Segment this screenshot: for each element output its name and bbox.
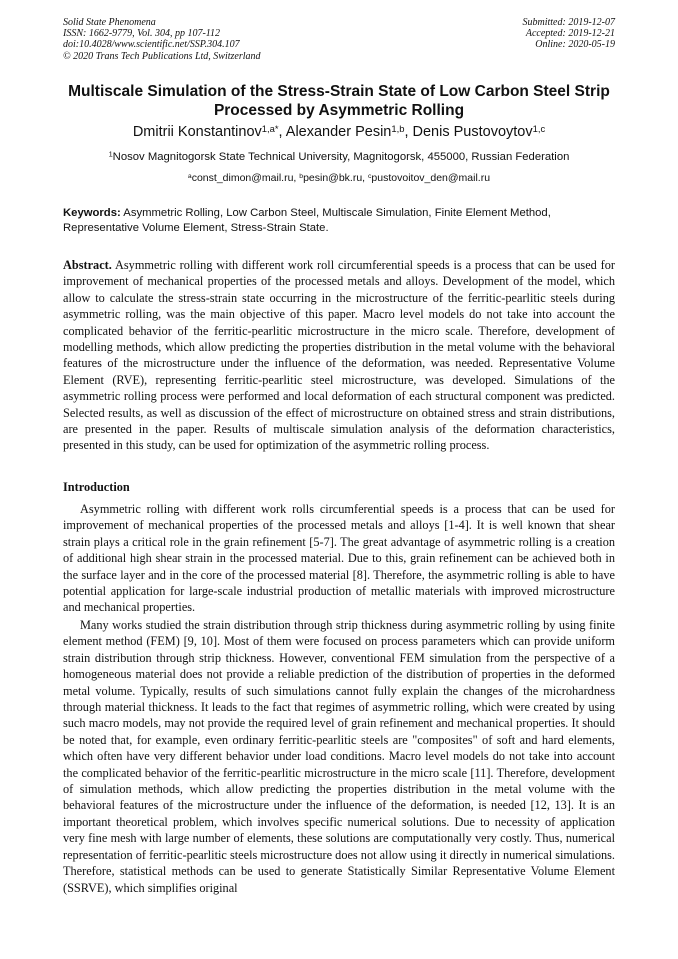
affiliation-mark: 1 (108, 149, 113, 159)
keywords-label: Keywords: (63, 207, 121, 219)
submitted-date: Submitted: 2019-12-07 (522, 17, 615, 28)
author-name: Dmitrii Konstantinov (132, 124, 262, 140)
copyright-line: © 2020 Trans Tech Publications Ltd, Switzerland (63, 50, 261, 62)
accepted-date: Accepted: 2019-12-21 (525, 28, 615, 40)
email-mark: b (299, 172, 304, 180)
section-heading-introduction: Introduction (63, 480, 130, 494)
paper-title: Multiscale Simulation of the Stress-Strain State of Low Carbon Steel Strip Processed by Asymmetric Rolling (68, 83, 610, 119)
paragraph: Many works studied the strain distribution through strip thickness during asymmetric rolling by using finite element method (FEM) [9, 10]. Most of them were focused on process parameters which can provide uniform strain distribution through strip thickness. However, conventional FEM simulation from the perspective of a homogeneous material does not provide a reliable prediction of the distribution of properties in the deformed metal volume. Typically, results of such simulations cannot fully explain the changes of the microhardness through material thickness. It leads to the fact that regimes of asymmetric rolling, which were created by using such macro models, may not provide the required level of grain refinement and mechanical properties. It should be noted that, for example, even ordinary ferritic-pearlitic steels are "composites" of soft and hard elements, which often have very different behavior under load conditions. Macro level models do not take into account the complicated behavior of the ferritic-pearlitic microstructure in the micro scale [11]. Therefore, development of simulation methods, which allow predicting the properties distribution in the metal volume with the behavioral features of the microstructure under the influence of the deformation, is needed [12, 13]. It is an important theoretical problem, which involves specific numerical solutions. Due to necessity of application very fine mesh with large number of elements, these solutions are computationally very costly. Thus, numerical representation of ferritic-pearlitic steels microstructure does not allow using it directly in numerical simulations. Therefore, statistical methods can be used to generate Statistically Similar Representative Volume Element (SSRVE), which simplifies original (63, 618, 615, 895)
journal-info (63, 17, 261, 62)
online-date: Online: 2020-05-19 (535, 39, 615, 51)
author-name: Denis Pustovoytov (412, 124, 533, 140)
abstract-label: Abstract. (63, 258, 112, 272)
email-address[interactable]: const_dimon@mail.ru, (191, 172, 300, 184)
author-affiliation-mark: 1,a* (261, 122, 279, 134)
publication-dates (523, 17, 616, 51)
affiliation-text: Nosov Magnitogorsk State Technical University, Magnitogorsk, 455000, Russian Federation (112, 151, 570, 163)
author-affiliation-mark: 1,b (391, 122, 405, 134)
abstract-text: Asymmetric rolling with different work roll circumferential speeds is a process that can be used for improvement of mechanical properties of the processed metals and alloys. Development of the model, which allow to calculate the stress-strain state occurring in the microstructure of the ferritic-pearlitic steels during asymmetric rolling, was the main objective of this paper. Macro level models do not take into account the complicated behavior of the ferritic-pearlitic microstructure in the micro scale. Therefore, development of modelling methods, which allow predicting the properties distribution in the metal volume with the behavioral features of the microstructure under the influence of the deformation, was needed. Representative Volume Element (RVE), representing ferritic-pearlitic steel microstructure, was developed. Simulations of the asymmetric rolling process were performed and local deformation of each structural component was predicted. Selected results, as well as discussion of the effect of microstructure on obtained stress and strain distributions, are presented in the paper. Results of multiscale simulation analysis of the deformation characteristics, presented in this study, can be used for optimization of the asymmetric rolling process. (63, 258, 615, 453)
author-separator: , (278, 124, 286, 140)
author-list (40, 123, 638, 141)
author-name: Alexander Pesin (285, 124, 392, 140)
keywords (63, 206, 615, 235)
author-emails (40, 172, 638, 185)
issn-line: ISSN: 1662-9779, Vol. 304, pp 107-112 (63, 28, 221, 40)
journal-name: Solid State Phenomena (63, 17, 156, 28)
doi-line[interactable]: doi:10.4028/www.scientific.net/SSP.304.107 (63, 39, 240, 51)
email-mark: a (187, 172, 192, 180)
email-address[interactable]: pustovoitov_den@mail.ru (371, 172, 491, 184)
email-address[interactable]: pesin@bk.ru, (303, 172, 369, 184)
email-mark: c (368, 172, 372, 180)
affiliation (40, 150, 638, 164)
paragraph: Asymmetric rolling with different work rolls circumferential speeds is a process that can be used for improvement of mechanical properties of the processed metals and alloys [1-4]. It is well known that shear strain plays a critical role in the grain refinement [5-7]. The great advantage of asymmetric rolling is a creation of additional high shear strain in the processed material. Due to this, grain refinement can be achieved both in the surface layer and in the core of the processed material [8]. Therefore, the asymmetric rolling is able to have potential application for large-scale industrial production of metallic materials with improved microstructure and mechanical properties. (63, 502, 615, 615)
author-separator: , (404, 124, 413, 140)
author-affiliation-mark: 1,c (532, 122, 546, 134)
abstract (63, 257, 615, 454)
keywords-text: Asymmetric Rolling, Low Carbon Steel, Multiscale Simulation, Finite Element Method, Representative Volume Element, Stress-Strain State. (63, 207, 551, 234)
